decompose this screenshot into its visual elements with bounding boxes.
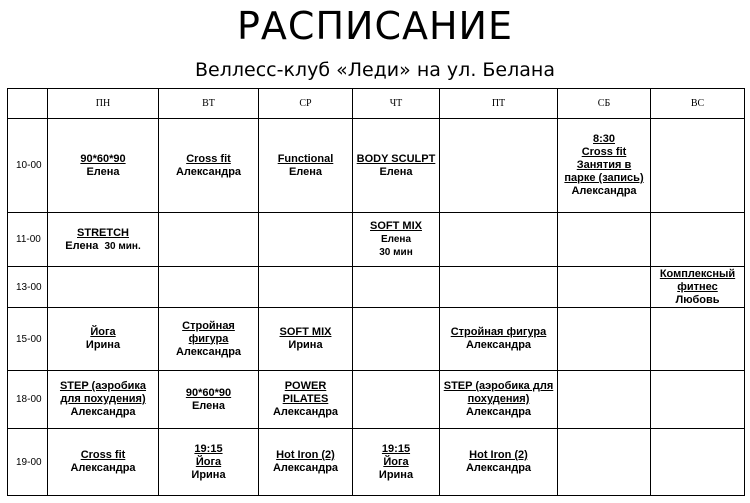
schedule-cell-thu [353, 213, 440, 267]
class-note: Занятия в парке (запись) [564, 159, 644, 184]
schedule-cell-wed [259, 119, 353, 213]
schedule-cell-thu [353, 308, 440, 371]
schedule-cell-tue [159, 308, 259, 371]
day-header-tue: ВТ [159, 89, 259, 119]
schedule-cell-mon [48, 308, 159, 371]
day-header-sun: ВС [651, 89, 745, 119]
class-name: Комплексный фитнес [659, 267, 736, 293]
class-time: 8:30 [592, 133, 616, 145]
trainer-name: Ирина [378, 468, 414, 481]
schedule-cell-sun [651, 308, 745, 371]
trainer-name: Александра [272, 406, 339, 418]
class-name: Cross fit [80, 449, 126, 461]
trainer-name: Ирина [191, 468, 226, 481]
time-label: 18-00 [8, 371, 48, 429]
schedule-row [8, 267, 745, 308]
schedule-cell-sat [558, 371, 651, 429]
schedule-cell-sat [558, 267, 651, 308]
schedule-cell-sun [651, 119, 745, 213]
time-label: 13-00 [8, 267, 48, 308]
trainer-name: Александра [70, 462, 136, 474]
trainer-name: Елена [191, 399, 226, 412]
schedule-cell-tue [159, 267, 259, 308]
schedule-cell-fri [440, 371, 558, 429]
trainer-name: Любовь [675, 293, 720, 306]
day-header-wed: СР [259, 89, 353, 119]
class-name: Стройная фигура [182, 319, 235, 345]
class-time: 19:15 [381, 442, 411, 455]
trainer-name: Александра [175, 165, 242, 178]
trainer-name: Александра [465, 339, 532, 351]
class-name: STEP (аэробика для похудения) [59, 380, 147, 405]
trainer-name: Ирина [85, 339, 121, 351]
class-time: 19:15 [194, 442, 223, 455]
class-name: STEP (аэробика для похудения) [443, 380, 554, 405]
class-name: Йога [195, 455, 222, 468]
trainer-name: Александра [465, 462, 532, 474]
schedule-cell-fri [440, 213, 558, 267]
class-name: SOFT MIX [370, 220, 422, 232]
schedule-cell-mon [48, 371, 159, 429]
class-duration: 30 мин. [104, 240, 141, 252]
class-name: POWER PILATES [282, 380, 329, 405]
trainer-name: Александра [70, 406, 136, 418]
schedule-cell-thu [353, 429, 440, 496]
trainer-name: Александра [465, 406, 532, 418]
schedule-cell-tue [159, 429, 259, 496]
schedule-cell-tue [159, 213, 259, 267]
trainer-name: Александра [272, 462, 339, 474]
class-name: SOFT MIX [279, 326, 332, 338]
class-name: 90*60*90 [80, 152, 126, 165]
schedule-cell-mon [48, 267, 159, 308]
schedule-row [8, 213, 745, 267]
trainer-name: Елена [86, 165, 120, 178]
schedule-cell-wed [259, 371, 353, 429]
schedule-cell-sat [558, 213, 651, 267]
class-name: Hot Iron (2) [276, 449, 335, 461]
schedule-cell-tue [159, 119, 259, 213]
schedule-table [7, 88, 745, 496]
schedule-cell-thu [353, 371, 440, 429]
schedule-cell-sun [651, 371, 745, 429]
time-label: 15-00 [8, 308, 48, 371]
day-header-sat: СБ [558, 89, 651, 119]
schedule-cell-fri [440, 267, 558, 308]
schedule-cell-mon [48, 213, 159, 267]
trainer-name: Елена [379, 165, 413, 178]
class-name: Cross fit [186, 152, 231, 165]
class-name: BODY SCULPT [356, 152, 436, 165]
trainer-name: Ирина [288, 339, 323, 351]
schedule-cell-sat [558, 119, 651, 213]
schedule-cell-sun [651, 213, 745, 267]
schedule-row [8, 119, 745, 213]
time-label: 11-00 [8, 213, 48, 267]
corner-cell [8, 89, 48, 119]
class-name: Hot Iron (2) [469, 449, 528, 461]
trainer-name: Александра [571, 185, 637, 197]
trainer-name: Елена [288, 165, 323, 178]
schedule-row [8, 429, 745, 496]
class-name: Стройная фигура [450, 326, 547, 338]
schedule-cell-sun [651, 429, 745, 496]
page-title: РАСПИСАНИЕ [237, 4, 513, 48]
trainer-line [50, 240, 156, 253]
schedule-cell-sat [558, 429, 651, 496]
day-header-thu: ЧТ [353, 89, 440, 119]
class-duration: 30 мин [379, 247, 413, 258]
trainer-name: Елена [65, 239, 99, 252]
time-label: 19-00 [8, 429, 48, 496]
class-name: Functional [277, 152, 334, 165]
class-name: STRETCH [77, 226, 129, 239]
class-name: 90*60*90 [185, 386, 232, 399]
schedule-cell-wed [259, 213, 353, 267]
schedule-cell-sun [651, 267, 745, 308]
class-name: Cross fit [581, 146, 627, 158]
schedule-cell-fri [440, 308, 558, 371]
schedule-cell-wed [259, 308, 353, 371]
schedule-cell-wed [259, 429, 353, 496]
schedule-cell-tue [159, 371, 259, 429]
page-subtitle: Веллесс-клуб «Леди» на ул. Белана [195, 59, 555, 81]
schedule-cell-mon [48, 429, 159, 496]
schedule-cell-fri [440, 119, 558, 213]
schedule-cell-thu [353, 119, 440, 213]
trainer-name: Александра [175, 345, 242, 358]
schedule-cell-wed [259, 267, 353, 308]
class-name: Йога [90, 326, 116, 338]
trainer-name: Елена [380, 234, 412, 245]
schedule-cell-mon [48, 119, 159, 213]
class-name: Йога [383, 455, 409, 468]
header-row [8, 89, 745, 119]
time-label: 10-00 [8, 119, 48, 213]
day-header-mon: ПН [48, 89, 159, 119]
schedule-cell-sat [558, 308, 651, 371]
schedule-cell-fri [440, 429, 558, 496]
day-header-fri: ПТ [440, 89, 558, 119]
schedule-row [8, 308, 745, 371]
schedule-row [8, 371, 745, 429]
schedule-cell-thu [353, 267, 440, 308]
